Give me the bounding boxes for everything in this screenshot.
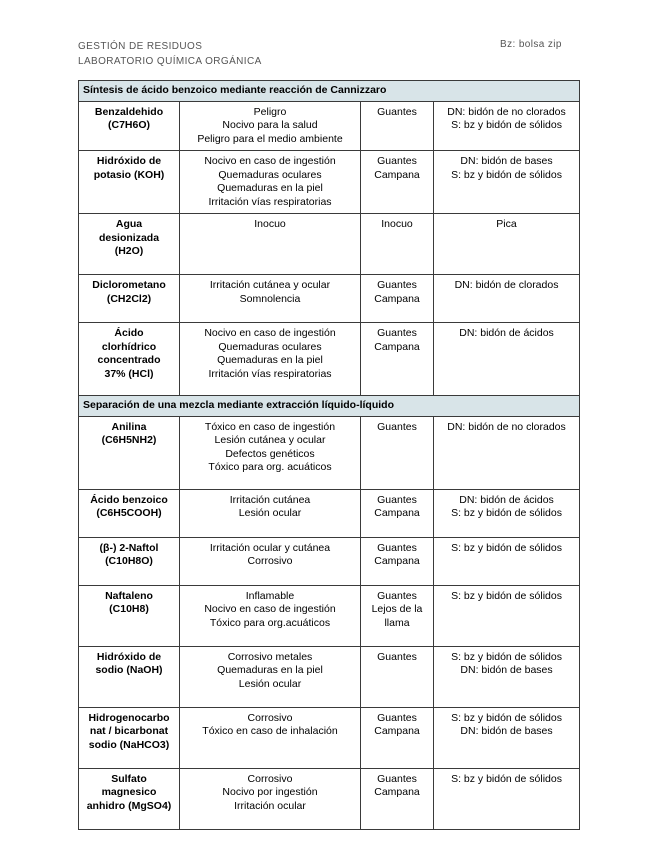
cell-line: Tóxico para org. acuáticos (208, 461, 332, 473)
cell-line: Irritación ocular (234, 799, 306, 812)
cell-line: DN: bidón de bases (460, 664, 553, 676)
table-row (79, 489, 580, 537)
cell-line: Guantes (377, 279, 417, 291)
table-row (79, 214, 580, 275)
cell-protection (361, 275, 434, 323)
cell-line: Lesión ocular (238, 677, 302, 690)
cell-line: Campana (374, 507, 420, 519)
cell-line: S: bz y bidón de sólidos (451, 711, 562, 724)
cell-line: Corrosivo (247, 555, 293, 567)
cell-line: DN: bidón de ácidos (459, 327, 554, 339)
cell-line: concentrado (97, 354, 161, 366)
cell-line: (C6H5NH2) (101, 434, 157, 446)
cell-disposal (434, 101, 580, 151)
cell-line: DN: bidón de ácidos (459, 493, 554, 506)
cell-line: Peligro (253, 105, 287, 118)
cell-protection (361, 537, 434, 585)
cell-line: Irritación cutánea (229, 493, 311, 506)
section-title: Separación de una mezcla mediante extracción líquido-líquido (79, 396, 580, 417)
cell-line: Campana (374, 292, 420, 305)
cell-line: Corrosivo (247, 772, 293, 785)
cell-disposal (434, 707, 580, 768)
cell-line: Nocivo en caso de ingestión (204, 603, 336, 615)
cell-name (79, 323, 180, 396)
table-row (79, 585, 580, 646)
cell-line: Guantes (377, 772, 417, 785)
cell-line: DN: bidón de no clorados (447, 420, 566, 433)
cell-line: Lesión cutánea y ocular (214, 434, 326, 446)
cell-line: Irritación vías respiratorias (208, 195, 332, 208)
table-row (79, 101, 580, 151)
cell-hazards (180, 537, 361, 585)
cell-line: Anilina (111, 420, 147, 433)
cell-line: nat / bicarbonat (89, 725, 169, 737)
cell-line: anhidro (MgSO4) (86, 799, 172, 812)
cell-line: (CH2Cl2) (106, 292, 152, 305)
cell-line: Ácido (114, 327, 144, 339)
cell-protection (361, 489, 434, 537)
cell-protection (361, 416, 434, 489)
cell-line: Inflamable (245, 589, 295, 602)
cell-line: desionizada (98, 231, 160, 244)
cell-line: Irritación ocular y cutánea (209, 541, 331, 554)
cell-line: Hidrogenocarbo (88, 711, 170, 724)
table-row (79, 646, 580, 707)
cell-name (79, 646, 180, 707)
cell-line: Guantes (377, 105, 417, 118)
cell-line: Hidróxido de (96, 155, 162, 167)
cell-disposal (434, 537, 580, 585)
cell-line: S: bz y bidón de sólidos (451, 650, 562, 663)
cell-disposal (434, 585, 580, 646)
cell-line: (C6H5COOH) (96, 507, 162, 519)
table-row (79, 151, 580, 214)
cell-line: sodio (NaOH) (95, 664, 163, 676)
cell-disposal (434, 489, 580, 537)
cell-disposal (434, 214, 580, 275)
cell-protection (361, 151, 434, 214)
cell-hazards (180, 151, 361, 214)
cell-line: Guantes (377, 155, 417, 167)
table-row (79, 768, 580, 829)
cell-line: Quemaduras oculares (218, 168, 322, 181)
cell-disposal (434, 323, 580, 396)
cell-name (79, 275, 180, 323)
cell-line: DN: bidón de no clorados (447, 105, 566, 118)
table-row (79, 323, 580, 396)
cell-line: (C7H6O) (107, 119, 150, 131)
cell-name (79, 768, 180, 829)
cell-line: Inocuo (254, 218, 286, 230)
cell-line: Corrosivo (247, 711, 293, 724)
cell-name (79, 151, 180, 214)
cell-protection (361, 585, 434, 646)
cell-line: (C10H8O) (105, 555, 153, 567)
cell-name (79, 537, 180, 585)
cell-line: Hidróxido de (96, 650, 162, 663)
cell-hazards (180, 768, 361, 829)
cell-line: Campana (374, 340, 420, 353)
cell-line: llama (384, 616, 410, 629)
cell-line: Tóxico para org.acuáticos (209, 616, 331, 629)
cell-hazards (180, 416, 361, 489)
cell-line: S: bz y bidón de sólidos (451, 168, 562, 181)
cell-line: Naftaleno (105, 589, 153, 602)
cell-line: Lejos de la (371, 603, 423, 615)
cell-line: Nocivo por ingestión (222, 786, 318, 798)
cell-hazards (180, 646, 361, 707)
cell-line: S: bz y bidón de sólidos (451, 772, 562, 785)
cell-line: Tóxico en caso de inhalación (202, 725, 338, 737)
cell-line: Nocivo para la salud (222, 119, 318, 131)
cell-line: Quemaduras en la piel (217, 664, 323, 676)
cell-line: sodio (NaHCO3) (88, 738, 170, 751)
cell-line: Tóxico en caso de ingestión (204, 420, 336, 433)
cell-name (79, 214, 180, 275)
cell-line: Guantes (377, 650, 417, 663)
cell-line: S: bz y bidón de sólidos (451, 541, 562, 554)
cell-line: 37% (HCl) (104, 367, 154, 380)
cell-hazards (180, 707, 361, 768)
cell-line: Irritación vías respiratorias (208, 367, 332, 380)
cell-line: Diclorometano (92, 279, 166, 291)
cell-line: Quemaduras en la piel (217, 182, 323, 194)
cell-line: Ácido benzoico (90, 493, 168, 506)
cell-line: clorhídrico (101, 340, 157, 353)
cell-line: DN: bidón de bases (460, 155, 553, 167)
cell-line: Quemaduras en la piel (217, 354, 323, 366)
cell-line: Campana (374, 555, 420, 567)
header-legend: Bz: bolsa zip (500, 39, 562, 50)
cell-line: magnesico (101, 786, 157, 798)
cell-line: Sulfato (111, 772, 147, 785)
cell-line: Campana (374, 725, 420, 737)
table-row (79, 275, 580, 323)
cell-name (79, 416, 180, 489)
header-line-2: LABORATORIO QUÍMICA ORGÁNICA (78, 56, 262, 67)
cell-line: Agua (115, 218, 143, 230)
cell-line: Guantes (377, 589, 417, 602)
cell-line: Benzaldehido (94, 105, 164, 118)
cell-name (79, 489, 180, 537)
section-header (79, 81, 580, 102)
cell-disposal (434, 416, 580, 489)
cell-hazards (180, 489, 361, 537)
cell-line: Quemaduras oculares (218, 340, 322, 353)
cell-line: potasio (KOH) (93, 168, 165, 181)
cell-line: (C10H8) (109, 603, 149, 615)
cell-line: Nocivo en caso de ingestión (204, 155, 336, 167)
cell-line: Nocivo en caso de ingestión (204, 327, 336, 339)
cell-line: DN: bidón de bases (460, 725, 553, 737)
cell-line: Lesión ocular (238, 507, 302, 519)
cell-line: Defectos genéticos (225, 447, 315, 460)
section-header (79, 396, 580, 417)
document-header (78, 39, 262, 69)
cell-line: S: bz y bidón de sólidos (451, 507, 562, 519)
cell-hazards (180, 275, 361, 323)
cell-line: Inocuo (381, 218, 413, 230)
cell-line: DN: bidón de clorados (454, 279, 559, 291)
cell-protection (361, 323, 434, 396)
cell-disposal (434, 646, 580, 707)
table-row (79, 416, 580, 489)
table-row (79, 537, 580, 585)
cell-hazards (180, 214, 361, 275)
section-title: Síntesis de ácido benzoico mediante reacción de Cannizzaro (79, 81, 580, 102)
cell-name (79, 707, 180, 768)
cell-hazards (180, 323, 361, 396)
cell-line: Peligro para el medio ambiente (197, 132, 343, 145)
cell-line: Somnolencia (239, 292, 301, 305)
cell-hazards (180, 585, 361, 646)
header-line-1: GESTIÓN DE RESIDUOS (78, 41, 203, 52)
cell-protection (361, 646, 434, 707)
cell-line: S: bz y bidón de sólidos (451, 589, 562, 602)
cell-line: (β-) 2-Naftol (99, 541, 159, 554)
cell-protection (361, 768, 434, 829)
cell-name (79, 101, 180, 151)
cell-line: Irritación cutánea y ocular (209, 279, 331, 291)
cell-line: (H2O) (114, 245, 144, 257)
cell-disposal (434, 275, 580, 323)
cell-protection (361, 101, 434, 151)
cell-line: Pica (496, 218, 517, 230)
cell-disposal (434, 768, 580, 829)
cell-protection (361, 214, 434, 275)
cell-line: Corrosivo metales (227, 650, 313, 663)
cell-hazards (180, 101, 361, 151)
cell-line: Guantes (377, 327, 417, 339)
cell-line: Guantes (377, 541, 417, 554)
cell-line: Guantes (377, 420, 417, 433)
table-row (79, 707, 580, 768)
cell-line: Campana (374, 786, 420, 798)
cell-disposal (434, 151, 580, 214)
cell-line: Campana (374, 168, 420, 181)
cell-line: S: bz y bidón de sólidos (451, 119, 562, 131)
cell-protection (361, 707, 434, 768)
cell-line: Guantes (377, 493, 417, 506)
waste-management-table (78, 80, 580, 830)
cell-name (79, 585, 180, 646)
cell-line: Guantes (377, 711, 417, 724)
